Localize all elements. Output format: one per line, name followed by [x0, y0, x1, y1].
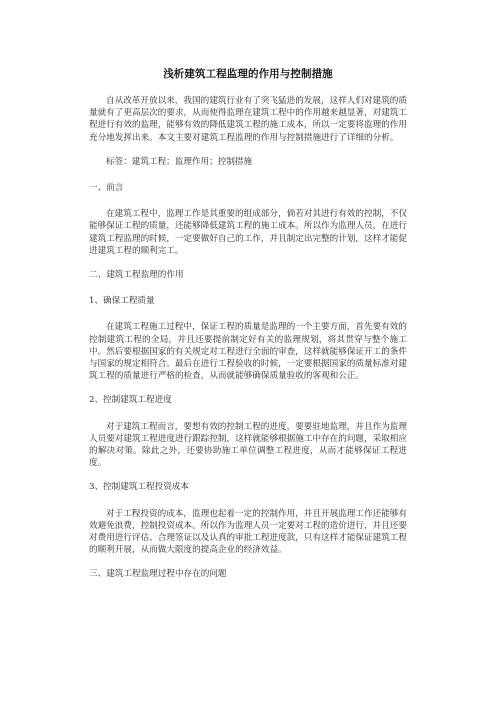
quality-paragraph: 在建筑工程施工过程中，保证工程的质量是监理的一个主要方面，首先要有效的控制建筑工程的全局，并且还要提前制定好有关的监理规划，将其贯穿与整个施工中。然后要根据国家的有关规定对工程进行全面的审查，这样就能够保证开工的条件与国家的规定相符合。最后在进行工程验收的时候，一定要根据国家的质量标准对建筑工程的质量进行严格的检查，从而就能够确保质量验收的客观和公正。 — [89, 322, 407, 382]
abstract-paragraph: 自从改革开放以来，我国的建筑行业有了突飞猛进的发展，这样人们对建筑的质量就有了更高层次的要求，从而使得监理在建筑工程中的作用越来越显著，对建筑工程进行有效的监理，能够有效的降低建筑工程的施工成本，所以一定要将监理的作用充分地发挥出来。本文主要对建筑工程监理的作用与控制措施进行了详细的分析。 — [89, 96, 407, 143]
section-heading-preface: 一、前言 — [89, 183, 124, 194]
document-title: 浅析建筑工程监理的作用与控制措施 — [163, 68, 333, 80]
subsection-heading-cost: 3、控制建筑工程投资成本 — [89, 482, 189, 493]
document-body — [89, 95, 407, 595]
subsection-heading-quality: 1、确保工程质量 — [89, 296, 155, 307]
section-heading-role: 二、建筑工程监理的作用 — [89, 270, 184, 281]
cost-paragraph: 对于工程投资的成本，监理也起着一定的控制作用，并且开展监理工作还能够有效避免浪费，控制投资成本。所以作为监理人员一定要对工程的造价进行，并且还要对费用进行评估、合理签证以及认真的审批工程进度款，只有这样才能保证建筑工程的顺利开展，从而做大限度的提高企业的经济效益。 — [89, 508, 407, 556]
progress-paragraph: 对于建筑工程而言，要想有效的控制工程的进度，要要驻地监理，并且作为监理人员要对建筑工程进度进行跟踪控制，这样就能够根据施工中存在的问题，采取相应的解决对策。除此之外，还要协助施工单位调整工程进度，从而才能够保证工程进度。 — [89, 421, 407, 469]
keywords-line: 标签：建筑工程；监理作用；控制措施 — [106, 156, 253, 167]
section-heading-problems: 三、建筑工程监理过程中存在的问题 — [89, 569, 227, 580]
preface-paragraph: 在建筑工程中，监理工作是其重要的组成部分，倘若对其进行有效的控制，不仅能够保证工程的质量，还能够降低建筑工程的施工成本。所以作为监理人员，在进行建筑工程监理的时候，一定要做好自己的工作，并且制定出完整的计划，这样才能促进建筑工程的顺利完工。 — [89, 209, 407, 256]
subsection-heading-progress: 2、控制建筑工程进度 — [89, 395, 172, 406]
